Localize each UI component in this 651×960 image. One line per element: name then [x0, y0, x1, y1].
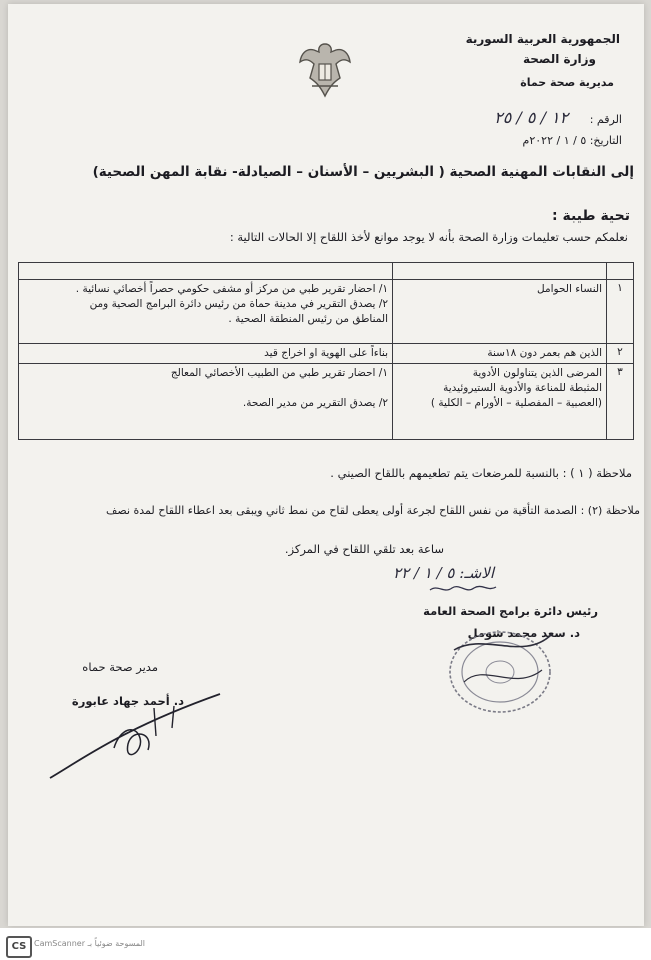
eagle-emblem-icon [298, 38, 352, 100]
signature-left-name: د. أحمد جهاد عابورة [71, 694, 184, 708]
signature-right-title: رئيس دائرة برامج الصحة العامة [423, 604, 598, 618]
row-group: المرضى الذين يتناولون الأدوية المثبطة للمناعة والأدوية الستيروئيدية (العصبية – المفصلية – الأورام – الكلية ) [393, 364, 607, 440]
row-number: ٢ [607, 344, 634, 364]
reference-date: التاريخ: ٥ / ١ / ٢٠٢٢م [522, 134, 622, 147]
table-header-row [19, 263, 634, 280]
table-row [19, 280, 634, 344]
scanner-footer [0, 928, 651, 960]
signature-left-title: مدير صحة حماه [82, 660, 158, 674]
camscanner-logo-icon: CS [6, 936, 32, 958]
row-requirements: ١/ احضار تقرير طبي من مركز أو مشفى حكومي حصراً أخصائي نسائية . ٢/ يصدق التقرير في مدينة حماة من رئيس دائرة البرامج الصحية ومن المناطق من رئيس المنطقة الصحية . [19, 280, 393, 344]
camscanner-text: CamScanner المسوحة ضوئياً بـ [34, 939, 146, 948]
exceptions-table [18, 262, 634, 440]
reference-number-label: الرقم : [589, 113, 622, 126]
handwritten-scribble-icon [428, 582, 498, 596]
reference-number-value: ١٢ / ٥ / ٢٥ [494, 108, 569, 127]
table-row [19, 344, 634, 364]
letter-subject: إلى النقابات المهنية الصحية ( البشريين – الأسنان – الصيادلة- نقابة المهن الصحية) [92, 164, 634, 180]
reference-number [494, 108, 622, 127]
table-row [19, 364, 634, 440]
signature-right-name: د. سعد محمد شومل [467, 626, 580, 640]
note-2-line-1: ملاحظة (٢) : الصدمة التأقية من نفس اللقاح لجرعة أولى يعطى لقاح من نمط ثاني ويبقى بعد اعطاء اللقاح لمدة نصف [106, 504, 640, 517]
row-number: ١ [607, 280, 634, 344]
row-group: النساء الحوامل [393, 280, 607, 344]
note-1: ملاحظة ( ١ ) : بالنسبة للمرضعات يتم تطعيمهم باللقاح الصيني . [330, 466, 632, 480]
header-directorate: مديرية صحة حماة [520, 76, 614, 89]
handwritten-annotation: الاشـ: ٥ / ١ / ٢٢ [393, 564, 494, 582]
letter-greeting: تحية طيبة : [551, 208, 630, 224]
row-requirements: ١/ احضار تقرير طبي من الطبيب الأخصائي المعالج ٢/ يصدق التقرير من مدير الصحة. [19, 364, 393, 440]
row-requirements: بناءاً على الهوية او اخراج قيد [19, 344, 393, 364]
row-number: ٣ [607, 364, 634, 440]
handwritten-signature-icon [44, 688, 224, 788]
round-stamp-icon [444, 622, 556, 718]
header-ministry: وزارة الصحة [522, 52, 596, 66]
header-republic: الجمهورية العربية السورية [465, 32, 620, 46]
row-group: الذين هم بعمر دون ١٨سنة [393, 344, 607, 364]
letter-intro: نعلمكم حسب تعليمات وزارة الصحة بأنه لا يوجد موانع لأخذ اللقاح إلا الحالات التالية : [229, 230, 628, 244]
document-page [8, 4, 644, 926]
note-2-line-2: ساعة بعد تلقي اللقاح في المركز. [284, 542, 444, 556]
